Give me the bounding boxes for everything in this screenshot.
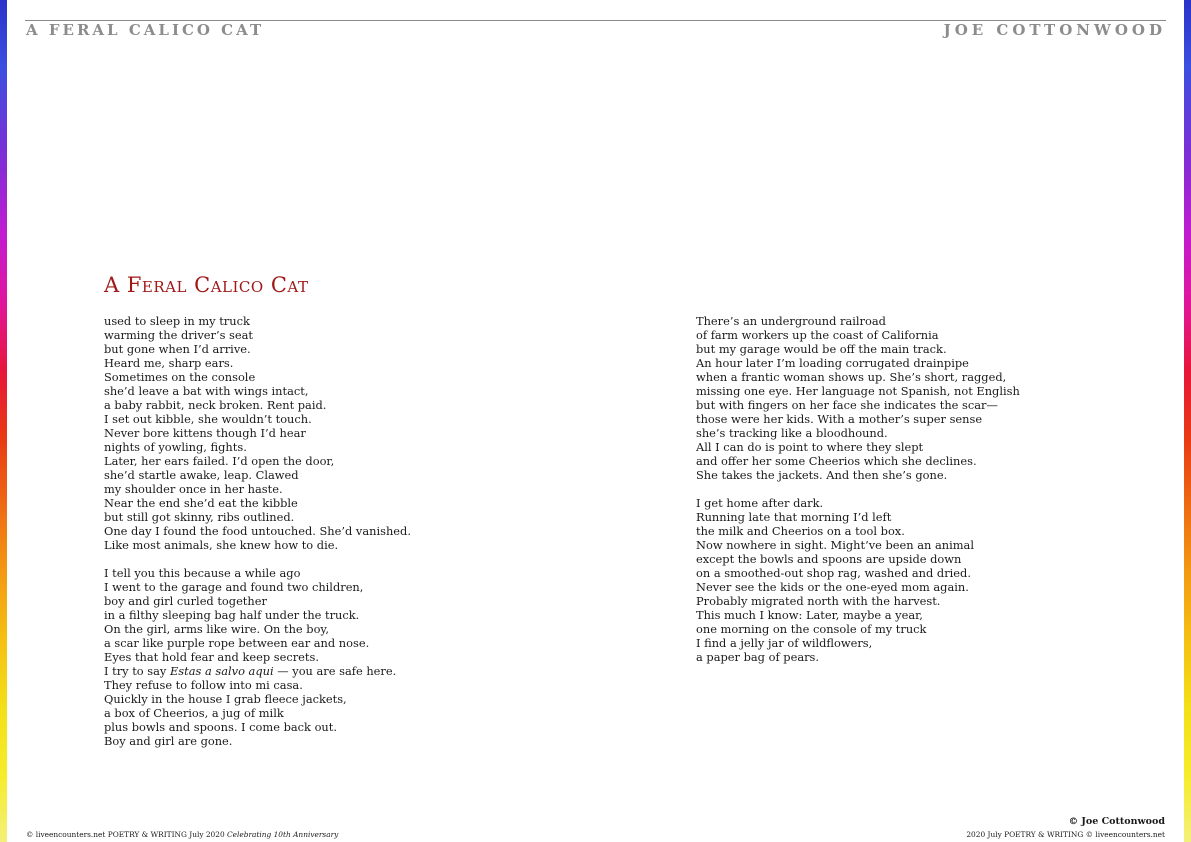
poem-line: and offer her some Cheerios which she declines. <box>696 454 977 468</box>
footer-publication-info <box>26 830 338 839</box>
poem-line: boy and girl curled together <box>104 594 267 608</box>
poem-line: a paper bag of pears. <box>696 650 820 664</box>
poem-line: used to sleep in my truck <box>104 314 250 328</box>
poem-line: the milk and Cheerios on a tool box. <box>696 524 905 538</box>
poem-line: Running late that morning I’d left <box>696 510 892 524</box>
poem-line: on a smoothed-out shop rag, washed and dried. <box>696 566 971 580</box>
poem-line: One day I found the food untouched. She’d vanished. <box>104 524 411 538</box>
poem-line: a box of Cheerios, a jug of milk <box>104 706 284 720</box>
poem-line: Heard me, sharp ears. <box>104 356 234 370</box>
running-header-title: A FERAL CALICO CAT <box>26 21 265 39</box>
poem-line: but my garage would be off the main track. <box>696 342 947 356</box>
poem-line: Eyes that hold fear and keep secrets. <box>104 650 319 664</box>
poem-line: Probably migrated north with the harvest. <box>696 594 941 608</box>
poem-line: Sometimes on the console <box>104 370 256 384</box>
poem-line: This much I know: Later, maybe a year, <box>696 608 923 622</box>
poem-line: of farm workers up the coast of California <box>696 328 939 342</box>
rainbow-edge-right <box>1184 0 1191 842</box>
stanza-1 <box>104 314 411 552</box>
poem-line: she’d startle awake, leap. Clawed <box>104 468 299 482</box>
poem-line: she’d leave a bat with wings intact, <box>104 384 309 398</box>
poem-line: Never see the kids or the one-eyed mom again. <box>696 580 969 594</box>
try-line-prefix: I try to say <box>104 664 170 678</box>
poem-line: Never bore kittens though I’d hear <box>104 426 306 440</box>
poem-line: Boy and girl are gone. <box>104 734 233 748</box>
poem-line: I get home after dark. <box>696 496 824 510</box>
stanza-gap <box>104 552 411 566</box>
poem-line: Quickly in the house I grab fleece jackets, <box>104 692 347 706</box>
poem-column-right <box>696 314 1020 664</box>
poem-line: she’s tracking like a bloodhound. <box>696 426 888 440</box>
poem-line: I set out kibble, she wouldn’t touch. <box>104 412 312 426</box>
poem-line: I tell you this because a while ago <box>104 566 301 580</box>
poem-line: Now nowhere in sight. Might’ve been an animal <box>696 538 974 552</box>
try-line-suffix: — you are safe here. <box>273 664 397 678</box>
poem-line-try-to-say <box>104 664 411 678</box>
poem-line: those were her kids. With a mother’s super sense <box>696 412 983 426</box>
footer-anniversary-text: Celebrating 10th Anniversary <box>227 830 339 839</box>
poem-line: Like most animals, she knew how to die. <box>104 538 339 552</box>
poem-line: nights of yowling, fights. <box>104 440 247 454</box>
poem-line: Near the end she’d eat the kibble <box>104 496 298 510</box>
footer-issue-info: 2020 July POETRY & WRITING © liveencounters.net <box>966 830 1165 839</box>
poem-column-left <box>104 314 411 748</box>
poem-line: Later, her ears failed. I’d open the door, <box>104 454 335 468</box>
poem-line: All I can do is point to where they slept <box>696 440 924 454</box>
stanza-gap <box>696 482 1020 496</box>
poem-line: On the girl, arms like wire. On the boy, <box>104 622 329 636</box>
rainbow-edge-left <box>0 0 7 842</box>
stanza-3 <box>696 314 1020 482</box>
running-header-author: JOE COTTONWOOD <box>943 21 1166 39</box>
poem-line: one morning on the console of my truck <box>696 622 927 636</box>
poem-line: There’s an underground railroad <box>696 314 886 328</box>
footer-publication-text: © liveencounters.net POETRY & WRITING July 2020 <box>26 830 227 839</box>
try-line-spanish: Estas a salvo aqui <box>169 664 274 678</box>
poem-line: in a filthy sleeping bag half under the truck. <box>104 608 360 622</box>
poem-line: but still got skinny, ribs outlined. <box>104 510 295 524</box>
poem-line: except the bowls and spoons are upside down <box>696 552 962 566</box>
poem-line: when a frantic woman shows up. She’s short, ragged, <box>696 370 1007 384</box>
footer-copyright-author: © Joe Cottonwood <box>1068 816 1165 827</box>
poem-line: They refuse to follow into mi casa. <box>104 678 303 692</box>
poem-title: A Feral Calico Cat <box>104 273 309 297</box>
poem-line: a scar like purple rope between ear and nose. <box>104 636 370 650</box>
poem-line: but with fingers on her face she indicates the scar— <box>696 398 998 412</box>
poem-line: An hour later I’m loading corrugated drainpipe <box>696 356 969 370</box>
poem-line: my shoulder once in her haste. <box>104 482 283 496</box>
poem-line: plus bowls and spoons. I come back out. <box>104 720 337 734</box>
poem-line: but gone when I’d arrive. <box>104 342 251 356</box>
poem-line: I find a jelly jar of wildflowers, <box>696 636 873 650</box>
poem-line: warming the driver’s seat <box>104 328 253 342</box>
poem-line: a baby rabbit, neck broken. Rent paid. <box>104 398 327 412</box>
poem-line: She takes the jackets. And then she’s gone. <box>696 468 948 482</box>
poem-line: I went to the garage and found two children, <box>104 580 364 594</box>
stanza-2 <box>104 566 411 748</box>
stanza-4 <box>696 496 1020 664</box>
poem-line: missing one eye. Her language not Spanish, not English <box>696 384 1020 398</box>
